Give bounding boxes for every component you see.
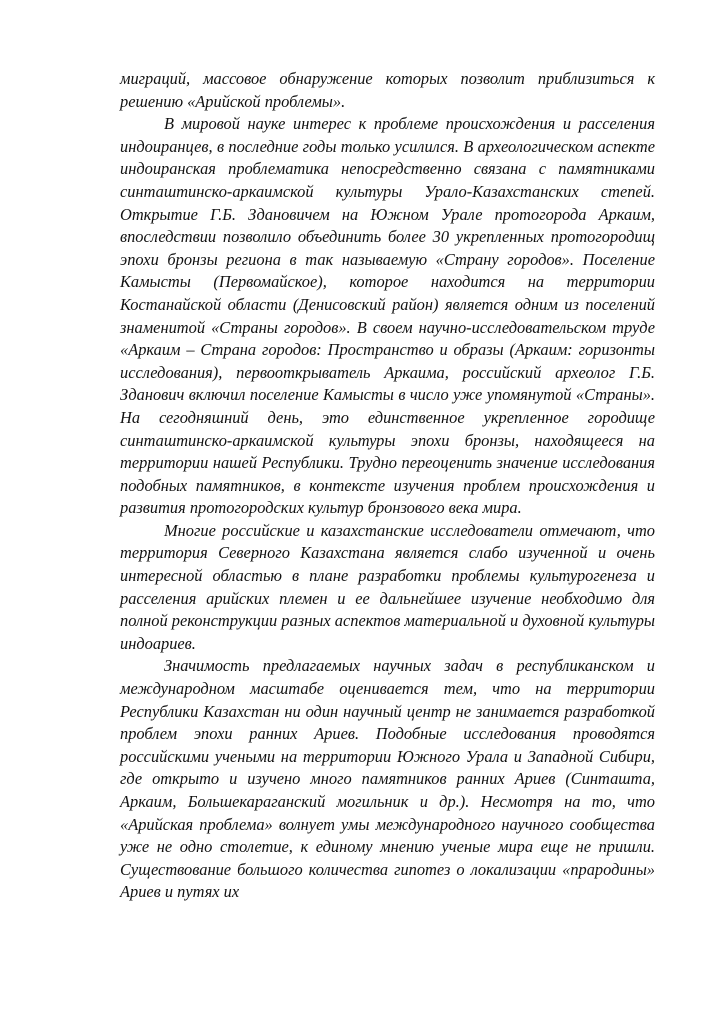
paragraph-1: миграций, массовое обнаружение которых позволит приблизиться к решению «Арийской проблемы».: [120, 69, 655, 111]
paragraph-3: Многие российские и казахстанские исследователи отмечают, что территория Северного Казахстана является слабо изученной и очень интересной областью в плане разработки проблемы культурогенеза и расселения арийских племен и ее дальнейшее изучение необходимо для полной реконструкции разных аспектов материальной и духовной культуры индоариев.: [120, 520, 655, 653]
paragraph-2: В мировой науке интерес к проблеме происхождения и расселения индоиранцев, в последние годы только усилился. В археологическом аспекте индоиранская проблематика непосредственно связана с памятниками синташтинско-аркаимской культуры Урало-Казахстанских степей. Открытие Г.Б. Здановичем на Южном Урале протогорода Аркаим, впоследствии позволило объединить более 30 укрепленных протогородищ эпохи бронзы региона в так называемую «Страну городов». Поселение Камысты (Первомайское), которое находится на территории Костанайской области (Денисовский район) является одним из поселений знаменитой «Страны городов». В своем научно-исследовательском труде «Аркаим – Страна городов: Пространство и образы (Аркаим: горизонты исследования), первооткрыватель Аркаима, российский археолог Г.Б. Зданович включил поселение Камысты в число уже упомянутой «Страны». На сегодняшний день, это единственное укрепленное городище синташтинско-аркаимской культуры эпохи бронзы, находящееся на территории нашей Республики. Трудно переоценить значение исследования подобных памятников, в контексте изучения проблем происхождения и развития протогородских культур бронзового века мира.: [120, 114, 655, 518]
document-page: [120, 68, 655, 904]
paragraph-4: Значимость предлагаемых научных задач в республиканском и международном масштабе оценивается тем, что на территории Республики Казахстан ни один научный центр не занимается разработкой проблем эпохи ранних Ариев. Подобные исследования проводятся российскими учеными на территории Южного Урала и Западной Сибири, где открыто и изучено много памятников ранних Ариев (Синташта, Аркаим, Большекараганский могильник и др.). Несмотря на то, что «Арийская проблема» волнует умы международного научного сообщества уже не одно столетие, к единому мнению ученые мира еще не пришли. Существование большого количества гипотез о локализации «прародины» Ариев и путях их: [120, 656, 655, 902]
